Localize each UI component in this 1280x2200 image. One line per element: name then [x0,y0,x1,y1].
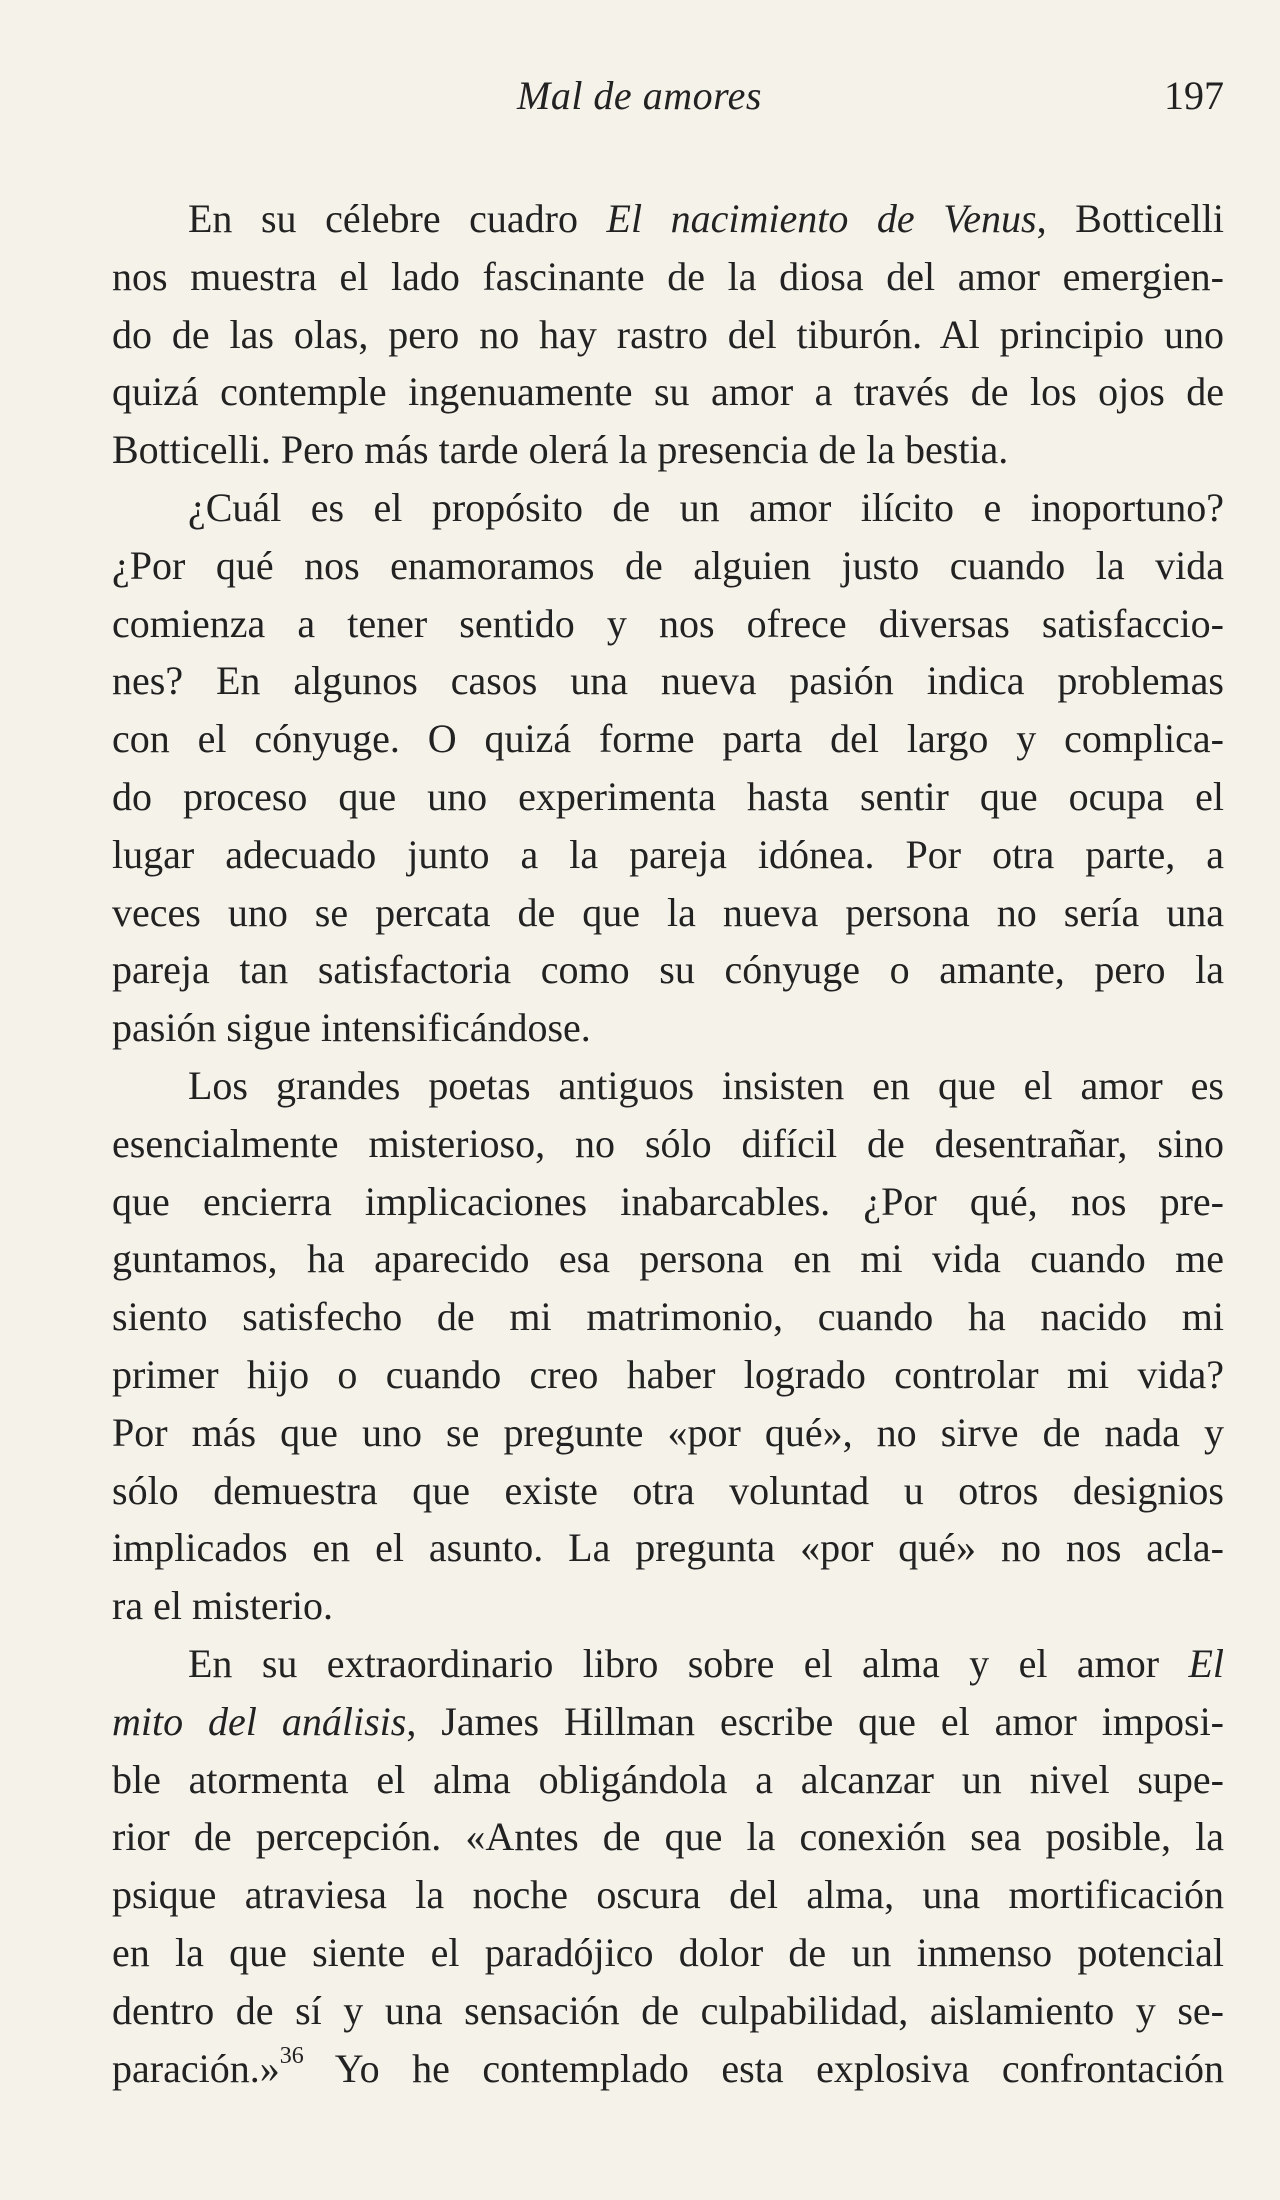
painting-title: El nacimiento de Venus [606,196,1037,241]
book-title: El [1188,1640,1224,1686]
text-line: con el cónyuge. O quizá forme parta del largo y complica- [112,716,1224,762]
text-line: Los grandes poetas antiguos insisten en que el amor es [188,1062,1224,1108]
footnote-marker: 36 [279,2043,304,2070]
text-line: guntamos, ha aparecido esa persona en mi vida cuando me [112,1236,1224,1282]
text-line: rior de percepción. «Antes de que la conexión sea posible, la [112,1814,1224,1860]
text-line: ble atormenta el alma obligándola a alcanzar un nivel supe- [112,1756,1224,1802]
text-line: paración.»$^{36}$ Yo he contemplado esta explosiva confrontación [112,2043,1224,2091]
body-text [112,190,1224,2097]
running-title: Mal de amores [517,73,762,118]
text-line: nos muestra el lado fascinante de la diosa del amor emergien- [112,253,1224,299]
text-line: nes? En algunos casos una nueva pasión indica problemas [112,658,1224,704]
text-line: En su célebre cuadro El nacimiento de Venus, Botticelli [188,196,1225,241]
text-line: ¿Cuál es el propósito de un amor ilícito e inoportuno? [188,484,1224,530]
text-line: En su extraordinario libro sobre el alma y el amor El [188,1640,1224,1686]
text-line: do proceso que uno experimenta hasta sentir que ocupa el [112,773,1224,819]
text-line: esencialmente misterioso, no sólo difícil de desentrañar, sino [112,1120,1224,1166]
text-line: lugar adecuado junto a la pareja idónea. Por otra parte, a [112,831,1224,877]
book-title: mito del análisis [112,1698,407,1744]
text-line: Botticelli. Pero más tarde olerá la presencia de la bestia. [112,427,1009,473]
page-number: 197 [1164,73,1224,118]
text-line: do de las olas, pero no hay rastro del tiburón. Al principio uno [112,311,1224,357]
text-line: siento satisfecho de mi matrimonio, cuando ha nacido mi [112,1294,1224,1340]
text-line: primer hijo o cuando creo haber logrado controlar mi vida? [112,1351,1224,1397]
text-line: pareja tan satisfactoria como su cónyuge o amante, pero la [112,947,1224,993]
text-line: sólo demuestra que existe otra voluntad u otros designios [112,1467,1224,1513]
text-line: implicados en el asunto. La pregunta «por qué» no nos acla- [112,1525,1224,1571]
text-line: ¿Por qué nos enamoramos de alguien justo cuando la vida [112,542,1224,588]
text-line: en la que siente el paradójico dolor de un inmenso potencial [112,1929,1224,1975]
text-line: ra el misterio. [112,1583,334,1629]
text-line: veces uno se percata de que la nueva persona no sería una [112,889,1224,935]
text-line: quizá contemple ingenuamente su amor a través de los ojos de [112,369,1224,415]
text-line: Por más que uno se pregunte «por qué», no sirve de nada y [112,1409,1224,1455]
text-line: dentro de sí y una sensación de culpabilidad, aislamiento y se- [112,1987,1224,2033]
text-line: psique atraviesa la noche oscura del alma, una mortificación [112,1872,1224,1918]
text-line: que encierra implicaciones inabarcables. ¿Por qué, nos pre- [112,1178,1224,1224]
page-header [112,72,1224,132]
text-line: comienza a tener sentido y nos ofrece diversas satisfaccio- [112,600,1224,646]
text-line: pasión sigue intensificándose. [112,1005,591,1051]
text-line: mito del análisis, James Hillman escribe que el amor imposi- [112,1698,1224,1744]
